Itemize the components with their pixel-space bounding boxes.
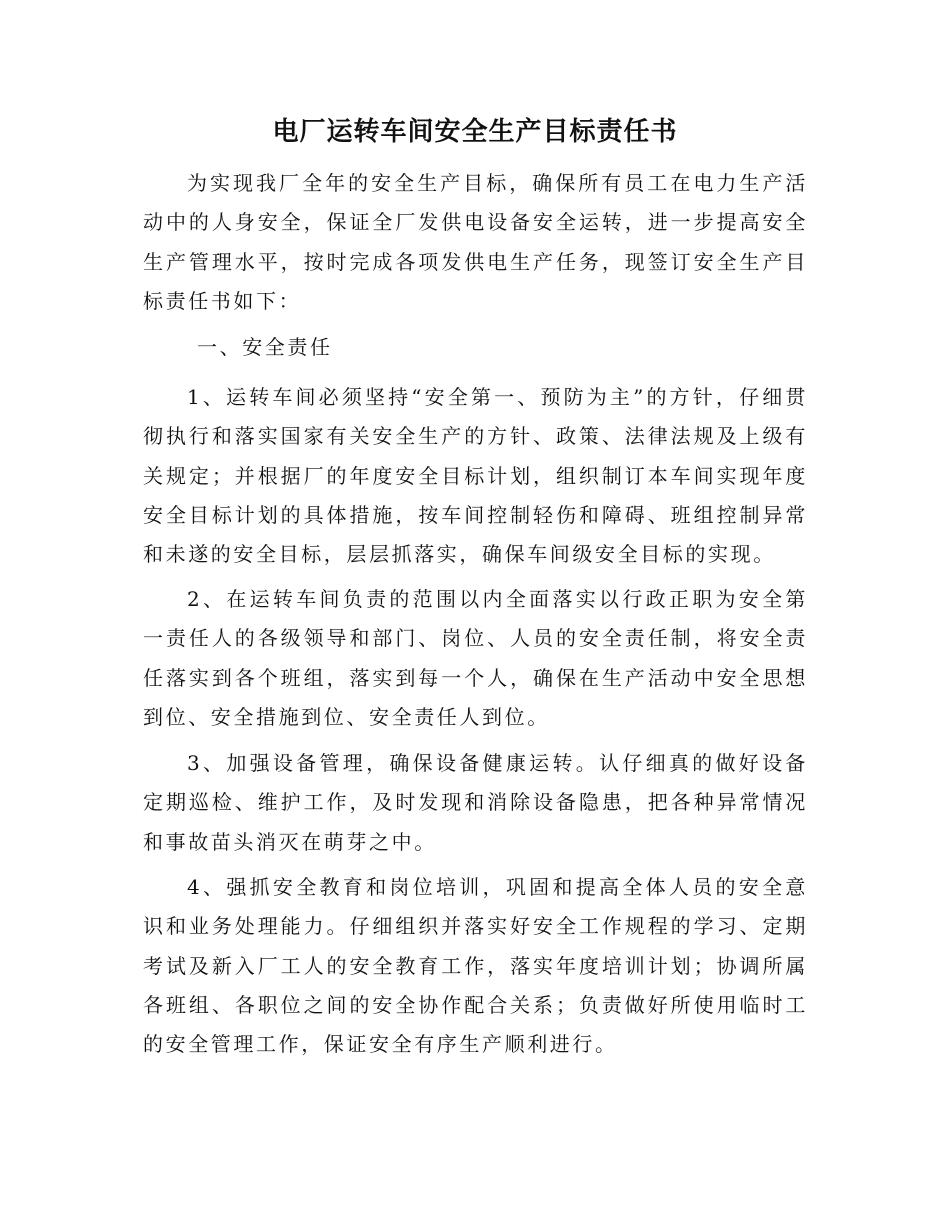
responsibility-item-3: 3、加强设备管理，确保设备健康运转。认仔细真的做好设备定期巡检、维护工作，及时发现和消除设备隐患，把各种异常情况和事故苗头消灭在萌芽之中。	[143, 751, 808, 854]
responsibility-item-2: 2、在运转车间负责的范围以内全面落实以行政正职为安全第一责任人的各级领导和部门、岗位、人员的安全责任制，将安全责任落实到各个班组，落实到每一个人，确保在生产活动中安全思想到位、安全措施到位、安全责任人到位。	[143, 587, 808, 729]
responsibility-item-4: 4、强抓安全教育和岗位培训，巩固和提高全体人员的安全意识和业务处理能力。仔细组织并落实好安全工作规程的学习、定期考试及新入厂工人的安全教育工作，落实年度培训计划；协调所属各班组、各职位之间的安全协作配合关系；负责做好所使用临时工的安全管理工作，保证安全有序生产顺利进行。	[143, 875, 808, 1057]
document-title: 电厂运转车间安全生产目标责任书	[272, 117, 678, 147]
responsibility-item-1: 1、运转车间必须坚持“安全第一、预防为主”的方针，仔细贯彻执行和落实国家有关安全生产的方针、政策、法律法规及上级有关规定；并根据厂的年度安全目标计划，组织制订本车间实现年度安全目标计划的具体措施，按车间控制轻伤和障碍、班组控制异常和未遂的安全目标，层层抓落实，确保车间级安全目标的实现。	[143, 385, 808, 567]
section-heading: 一、安全责任	[197, 335, 333, 359]
intro-paragraph: 为实现我厂全年的安全生产目标，确保所有员工在电力生产活动中的人身安全，保证全厂发供电设备安全运转，进一步提高安全生产管理水平，按时完成各项发供电生产任务，现签订安全生产目标责任书如下：	[143, 171, 808, 313]
